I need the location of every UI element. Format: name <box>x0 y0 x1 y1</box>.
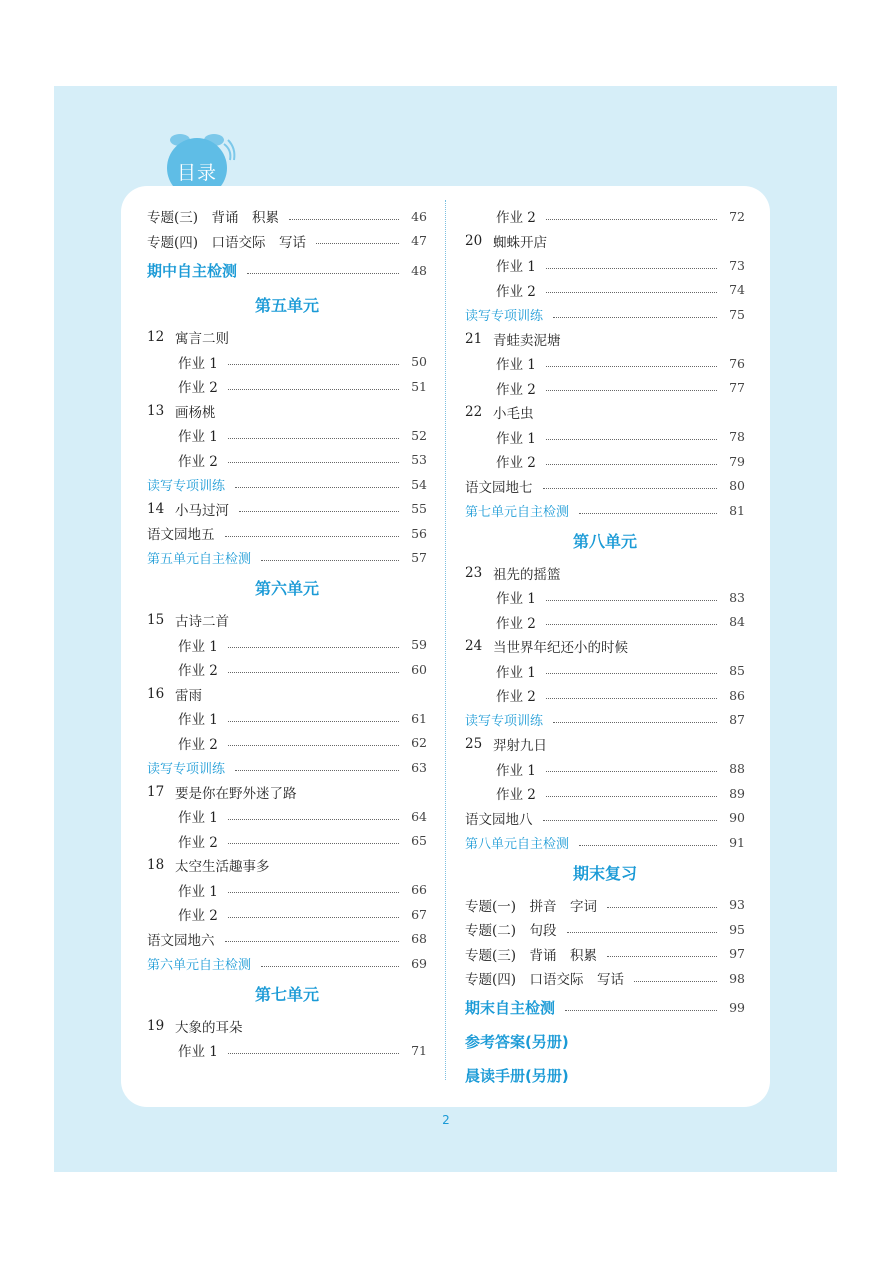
dot-leader <box>316 243 399 244</box>
toc-entry[interactable] <box>465 991 745 1025</box>
lesson-number: 13 <box>147 402 165 419</box>
toc-entry[interactable] <box>465 781 745 806</box>
page-ref: 89 <box>729 785 745 801</box>
entry-title: 大象的耳朵 <box>175 1019 243 1036</box>
page-ref: 73 <box>729 257 745 273</box>
entry-title: 读写专项训练 <box>465 308 544 324</box>
entry-title: 语文园地五 <box>147 527 215 544</box>
toc-entry[interactable] <box>465 1025 745 1059</box>
entry-title: 古诗二首 <box>175 614 229 631</box>
toc-entry[interactable] <box>465 449 745 474</box>
dot-leader <box>546 673 717 674</box>
page-ref: 51 <box>411 378 427 394</box>
entry-title: 作业 1 <box>178 883 218 900</box>
dot-leader <box>228 745 399 746</box>
lesson-number: 19 <box>147 1017 165 1034</box>
lesson-number: 14 <box>147 500 165 517</box>
unit-heading: 第八单元 <box>572 531 637 551</box>
entry-title: 祖先的摇篮 <box>493 566 561 583</box>
page-ref: 91 <box>729 834 745 850</box>
dot-leader <box>546 219 717 220</box>
entry-title: 作业 2 <box>178 736 218 753</box>
toc-entry[interactable] <box>147 608 427 633</box>
column-divider <box>445 200 446 1080</box>
page-ref: 67 <box>411 906 427 922</box>
entry-title: 作业 2 <box>178 380 218 397</box>
toc-entry[interactable] <box>147 497 427 522</box>
entry-title: 第六单元自主检测 <box>147 957 252 973</box>
dot-leader <box>228 721 399 722</box>
toc-entry[interactable] <box>147 829 427 854</box>
toc-entry[interactable] <box>147 731 427 756</box>
toc-right-column <box>465 204 745 1093</box>
page-ref: 64 <box>411 808 427 824</box>
page-ref: 69 <box>411 955 427 971</box>
entry-title: 语文园地七 <box>465 479 533 496</box>
page-ref: 83 <box>729 589 745 605</box>
lesson-number: 15 <box>147 612 165 629</box>
dot-leader <box>546 390 717 391</box>
page-ref: 59 <box>411 637 427 653</box>
entry-title: 专题(三) 背诵 积累 <box>147 210 280 227</box>
entry-title: 第七单元自主检测 <box>465 504 570 520</box>
toc-entry[interactable] <box>147 755 427 780</box>
page-ref: 72 <box>729 208 745 224</box>
page-ref: 80 <box>729 478 745 494</box>
entry-title: 小马过河 <box>175 502 229 519</box>
page-ref: 85 <box>729 663 745 679</box>
entry-title: 作业 2 <box>178 663 218 680</box>
dot-leader <box>634 981 717 982</box>
toc-entry[interactable] <box>147 682 427 707</box>
entry-title: 作业 2 <box>178 834 218 851</box>
lesson-number: 16 <box>147 685 165 702</box>
toc-entry[interactable] <box>147 350 427 375</box>
toc-entry[interactable] <box>147 633 427 658</box>
dot-leader <box>607 907 717 908</box>
entry-title: 羿射九日 <box>493 738 547 755</box>
entry-title: 参考答案(另册) <box>465 1033 569 1051</box>
toc-entry[interactable] <box>147 399 427 424</box>
toc-entry[interactable] <box>147 780 427 805</box>
entry-title: 要是你在野外迷了路 <box>175 785 297 802</box>
entry-title: 晨读手册(另册) <box>465 1067 569 1085</box>
toc-entry[interactable] <box>465 830 745 855</box>
entry-title: 作业 1 <box>496 430 536 447</box>
page-ref: 60 <box>411 661 427 677</box>
page-ref: 98 <box>729 970 745 986</box>
page-ref: 57 <box>411 550 427 566</box>
lesson-number: 12 <box>147 329 165 346</box>
toc-entry[interactable] <box>465 1059 745 1093</box>
page-ref: 78 <box>729 429 745 445</box>
lesson-number: 17 <box>147 783 165 800</box>
page-ref: 46 <box>411 208 427 224</box>
toc-entry[interactable] <box>465 893 745 918</box>
dot-leader <box>546 624 717 625</box>
page-ref: 86 <box>729 687 745 703</box>
page-ref: 90 <box>729 810 745 826</box>
entry-title: 作业 1 <box>178 1044 218 1061</box>
page-ref: 88 <box>729 761 745 777</box>
toc-entry[interactable] <box>465 966 745 991</box>
toc-entry[interactable] <box>147 1014 427 1039</box>
dot-leader <box>543 488 718 489</box>
page-ref: 93 <box>729 897 745 913</box>
entry-title: 专题(四) 口语交际 写话 <box>147 234 307 251</box>
page-ref: 81 <box>729 502 745 518</box>
dot-leader <box>228 672 399 673</box>
lesson-number: 23 <box>465 564 483 581</box>
entry-title: 语文园地六 <box>147 932 215 949</box>
toc-entry[interactable] <box>465 708 745 733</box>
dot-leader <box>565 1010 717 1011</box>
entry-title: 第八单元自主检测 <box>465 836 570 852</box>
dot-leader <box>543 820 718 821</box>
entry-title: 作业 1 <box>178 355 218 372</box>
toc-entry[interactable] <box>465 376 745 401</box>
entry-title: 专题(二) 句段 <box>465 923 557 940</box>
entry-title: 太空生活趣事多 <box>175 859 270 876</box>
entry-title: 专题(一) 拼音 字词 <box>465 898 598 915</box>
entry-title: 小毛虫 <box>493 406 534 423</box>
toc-entry[interactable] <box>147 927 427 952</box>
dot-leader <box>546 292 717 293</box>
entry-title: 第五单元自主检测 <box>147 552 252 568</box>
toc-entry[interactable] <box>465 498 745 523</box>
entry-title: 专题(四) 口语交际 写话 <box>465 972 625 989</box>
toc-entry[interactable] <box>465 585 745 610</box>
entry-title: 作业 1 <box>496 357 536 374</box>
toc-entry[interactable] <box>465 425 745 450</box>
dot-leader <box>228 1053 399 1054</box>
unit-heading: 第七单元 <box>254 984 319 1004</box>
entry-title: 作业 1 <box>496 762 536 779</box>
dot-leader <box>228 364 399 365</box>
entry-title: 作业 2 <box>496 689 536 706</box>
page-ref: 52 <box>411 427 427 443</box>
dot-leader <box>546 698 717 699</box>
entry-title: 作业 1 <box>178 810 218 827</box>
toc-entry[interactable] <box>147 853 427 878</box>
toc-entry[interactable] <box>465 659 745 684</box>
entry-title: 专题(三) 背诵 积累 <box>465 947 598 964</box>
dot-leader <box>579 513 717 514</box>
page-ref: 62 <box>411 735 427 751</box>
toc-entry[interactable] <box>465 942 745 967</box>
toc-entry[interactable] <box>465 278 745 303</box>
toc-entry[interactable] <box>465 327 745 352</box>
dot-leader <box>567 932 717 933</box>
page-ref: 84 <box>729 614 745 630</box>
page-ref: 97 <box>729 946 745 962</box>
toc-entry[interactable] <box>147 374 427 399</box>
toc-entry[interactable] <box>147 657 427 682</box>
dot-leader <box>261 966 399 967</box>
toc-entry[interactable] <box>465 683 745 708</box>
toc-entry[interactable] <box>465 610 745 635</box>
page-ref: 66 <box>411 882 427 898</box>
page-ref: 75 <box>729 306 745 322</box>
entry-title: 作业 1 <box>178 638 218 655</box>
toc-entry[interactable] <box>465 917 745 942</box>
lesson-number: 18 <box>147 857 165 874</box>
toc-entry[interactable] <box>147 878 427 903</box>
entry-title: 作业 2 <box>496 455 536 472</box>
dot-leader <box>546 796 717 797</box>
page-ref: 47 <box>411 233 427 249</box>
toc-entry[interactable] <box>465 351 745 376</box>
entry-title: 读写专项训练 <box>465 714 544 730</box>
toc-entry[interactable] <box>465 561 745 586</box>
dot-leader <box>228 647 399 648</box>
dot-leader <box>289 219 399 220</box>
dot-leader <box>228 389 399 390</box>
entry-title: 读写专项训练 <box>147 761 226 777</box>
page-ref: 56 <box>411 525 427 541</box>
toc-entry[interactable] <box>147 521 427 546</box>
dot-leader <box>247 273 399 274</box>
page-ref: 87 <box>729 712 745 728</box>
unit-heading: 第五单元 <box>254 296 319 315</box>
entry-title: 寓言二则 <box>175 331 229 348</box>
toc-entry[interactable] <box>147 448 427 473</box>
lesson-number: 25 <box>465 736 483 753</box>
entry-title: 作业 2 <box>496 381 536 398</box>
dot-leader <box>546 464 717 465</box>
page-ref: 95 <box>729 921 745 937</box>
toc-entry[interactable] <box>465 806 745 831</box>
entry-title: 作业 2 <box>496 615 536 632</box>
toc-entry[interactable] <box>465 757 745 782</box>
entry-title: 作业 2 <box>496 210 536 227</box>
unit-heading: 第六单元 <box>254 579 319 598</box>
dot-leader <box>235 770 399 771</box>
dot-leader <box>553 722 717 723</box>
dot-leader <box>228 438 399 439</box>
entry-title: 作业 1 <box>496 664 536 681</box>
page-ref: 71 <box>411 1042 427 1058</box>
dot-leader <box>546 439 717 440</box>
entry-title: 雷雨 <box>175 687 202 704</box>
toc-entry[interactable] <box>147 204 427 229</box>
unit-heading: 期末复习 <box>572 863 637 883</box>
dot-leader <box>228 462 399 463</box>
toc-entry[interactable] <box>465 474 745 499</box>
toc-entry[interactable] <box>147 902 427 927</box>
dot-leader <box>228 917 399 918</box>
toc-entry[interactable] <box>147 546 427 571</box>
entry-title: 作业 2 <box>178 908 218 925</box>
toc-entry[interactable] <box>465 400 745 425</box>
page-ref: 50 <box>411 354 427 370</box>
toc-entry[interactable] <box>465 634 745 659</box>
lesson-number: 24 <box>465 638 483 655</box>
page-ref: 77 <box>729 380 745 396</box>
entry-title: 作业 1 <box>178 712 218 729</box>
dot-leader <box>225 941 400 942</box>
toc-entry[interactable] <box>465 204 745 229</box>
entry-title: 画杨桃 <box>175 404 216 421</box>
dot-leader <box>553 317 717 318</box>
dot-leader <box>235 487 399 488</box>
entry-title: 作业 2 <box>496 283 536 300</box>
toc-entry[interactable] <box>465 732 745 757</box>
entry-title: 语文园地八 <box>465 811 533 828</box>
dot-leader <box>607 956 717 957</box>
entry-title: 作业 1 <box>178 429 218 446</box>
entry-title: 作业 2 <box>178 453 218 470</box>
page-ref: 55 <box>411 501 427 517</box>
entry-title: 期末自主检测 <box>465 999 556 1017</box>
dot-leader <box>228 819 399 820</box>
dot-leader <box>239 511 399 512</box>
toc-entry[interactable] <box>465 229 745 254</box>
entry-title: 作业 1 <box>496 591 536 608</box>
entry-title: 作业 2 <box>496 787 536 804</box>
toc-title: 目录 <box>176 162 217 184</box>
entry-title: 期中自主检测 <box>147 261 238 280</box>
dot-leader <box>261 560 399 561</box>
entry-title: 蜘蛛开店 <box>493 234 547 251</box>
toc-entry[interactable] <box>147 472 427 497</box>
dot-leader <box>546 600 717 601</box>
page-ref: 65 <box>411 833 427 849</box>
toc-entry[interactable] <box>147 253 427 287</box>
lesson-number: 22 <box>465 404 483 421</box>
page-ref: 63 <box>411 759 427 775</box>
dot-leader <box>579 845 717 846</box>
entry-title: 当世界年纪还小的时候 <box>493 640 628 657</box>
page-ref: 74 <box>729 282 745 298</box>
page-ref: 76 <box>729 355 745 371</box>
lesson-number: 20 <box>465 232 483 249</box>
page-ref: 48 <box>411 262 427 278</box>
toc-entry[interactable] <box>147 229 427 254</box>
toc-entry[interactable] <box>147 325 427 350</box>
dot-leader <box>546 268 717 269</box>
entry-title: 青蛙卖泥塘 <box>493 332 561 349</box>
dot-leader <box>228 892 399 893</box>
toc-entry[interactable] <box>147 706 427 731</box>
toc-entry[interactable] <box>147 1038 427 1063</box>
page-number: 2 <box>442 1113 450 1127</box>
toc-entry[interactable] <box>147 951 427 976</box>
page-ref: 79 <box>729 453 745 469</box>
page-ref: 54 <box>411 476 427 492</box>
page-ref: 53 <box>411 452 427 468</box>
dot-leader <box>546 366 717 367</box>
dot-leader <box>228 843 399 844</box>
entry-title: 读写专项训练 <box>147 478 226 494</box>
toc-entry[interactable] <box>147 423 427 448</box>
entry-title: 作业 1 <box>496 259 536 276</box>
page-ref: 61 <box>411 710 427 726</box>
page-ref: 99 <box>729 1000 745 1015</box>
dot-leader <box>546 771 717 772</box>
toc-entry[interactable] <box>465 302 745 327</box>
lesson-number: 21 <box>465 330 483 347</box>
toc-left-column <box>147 204 427 1063</box>
toc-entry[interactable] <box>465 253 745 278</box>
toc-entry[interactable] <box>147 804 427 829</box>
page-ref: 68 <box>411 931 427 947</box>
dot-leader <box>225 536 400 537</box>
